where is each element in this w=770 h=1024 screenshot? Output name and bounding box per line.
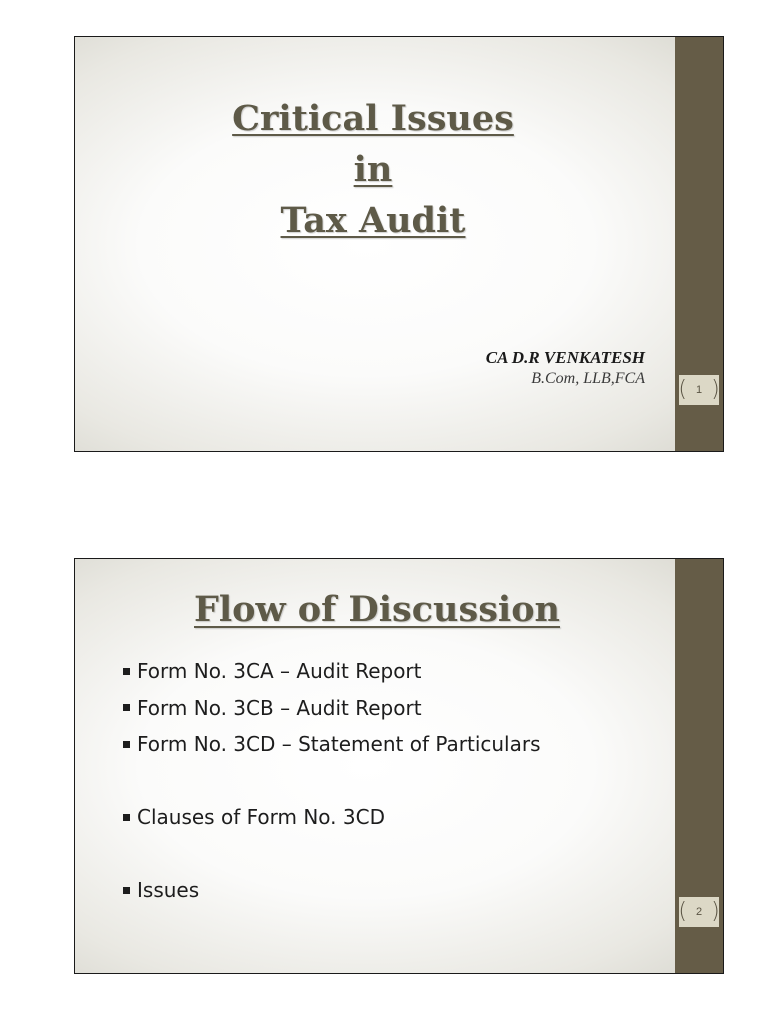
bracket-left-icon: ( [678, 899, 687, 924]
square-bullet-icon [123, 741, 130, 748]
list-item-text: Form No. 3CB – Audit Report [137, 695, 422, 720]
bracket-right-icon: ) [711, 899, 720, 924]
list-item [123, 690, 541, 727]
page-number-badge [679, 375, 719, 405]
page-number-badge [679, 897, 719, 927]
title-line-3: Tax Audit [280, 200, 466, 241]
slide-2 [74, 558, 724, 974]
list-item [123, 872, 541, 909]
bullet-list [123, 653, 541, 909]
page-number: 2 [695, 906, 703, 918]
bracket-right-icon: ) [711, 377, 720, 402]
list-item-text: Form No. 3CD – Statement of Particulars [137, 732, 541, 757]
author-name: CA D.R VENKATESH [485, 348, 645, 367]
list-item-text: Form No. 3CA – Audit Report [137, 659, 422, 684]
title-line-2: in [353, 149, 393, 190]
list-item [123, 726, 541, 763]
square-bullet-icon [123, 814, 130, 821]
slide-title: Flow of Discussion [194, 589, 560, 630]
list-item [123, 653, 541, 690]
list-item-text: Issues [137, 878, 200, 903]
bracket-left-icon: ( [678, 377, 687, 402]
author-block [486, 347, 645, 389]
page-number: 1 [695, 384, 703, 396]
title-line-1: Critical Issues [232, 98, 514, 139]
slide-title [75, 93, 671, 246]
square-bullet-icon [123, 887, 130, 894]
square-bullet-icon [123, 668, 130, 675]
list-item-text: Clauses of Form No. 3CD [137, 805, 385, 830]
slide-1 [74, 36, 724, 452]
square-bullet-icon [123, 704, 130, 711]
list-item [123, 799, 541, 836]
author-credentials: B.Com, LLB,FCA [531, 370, 645, 387]
